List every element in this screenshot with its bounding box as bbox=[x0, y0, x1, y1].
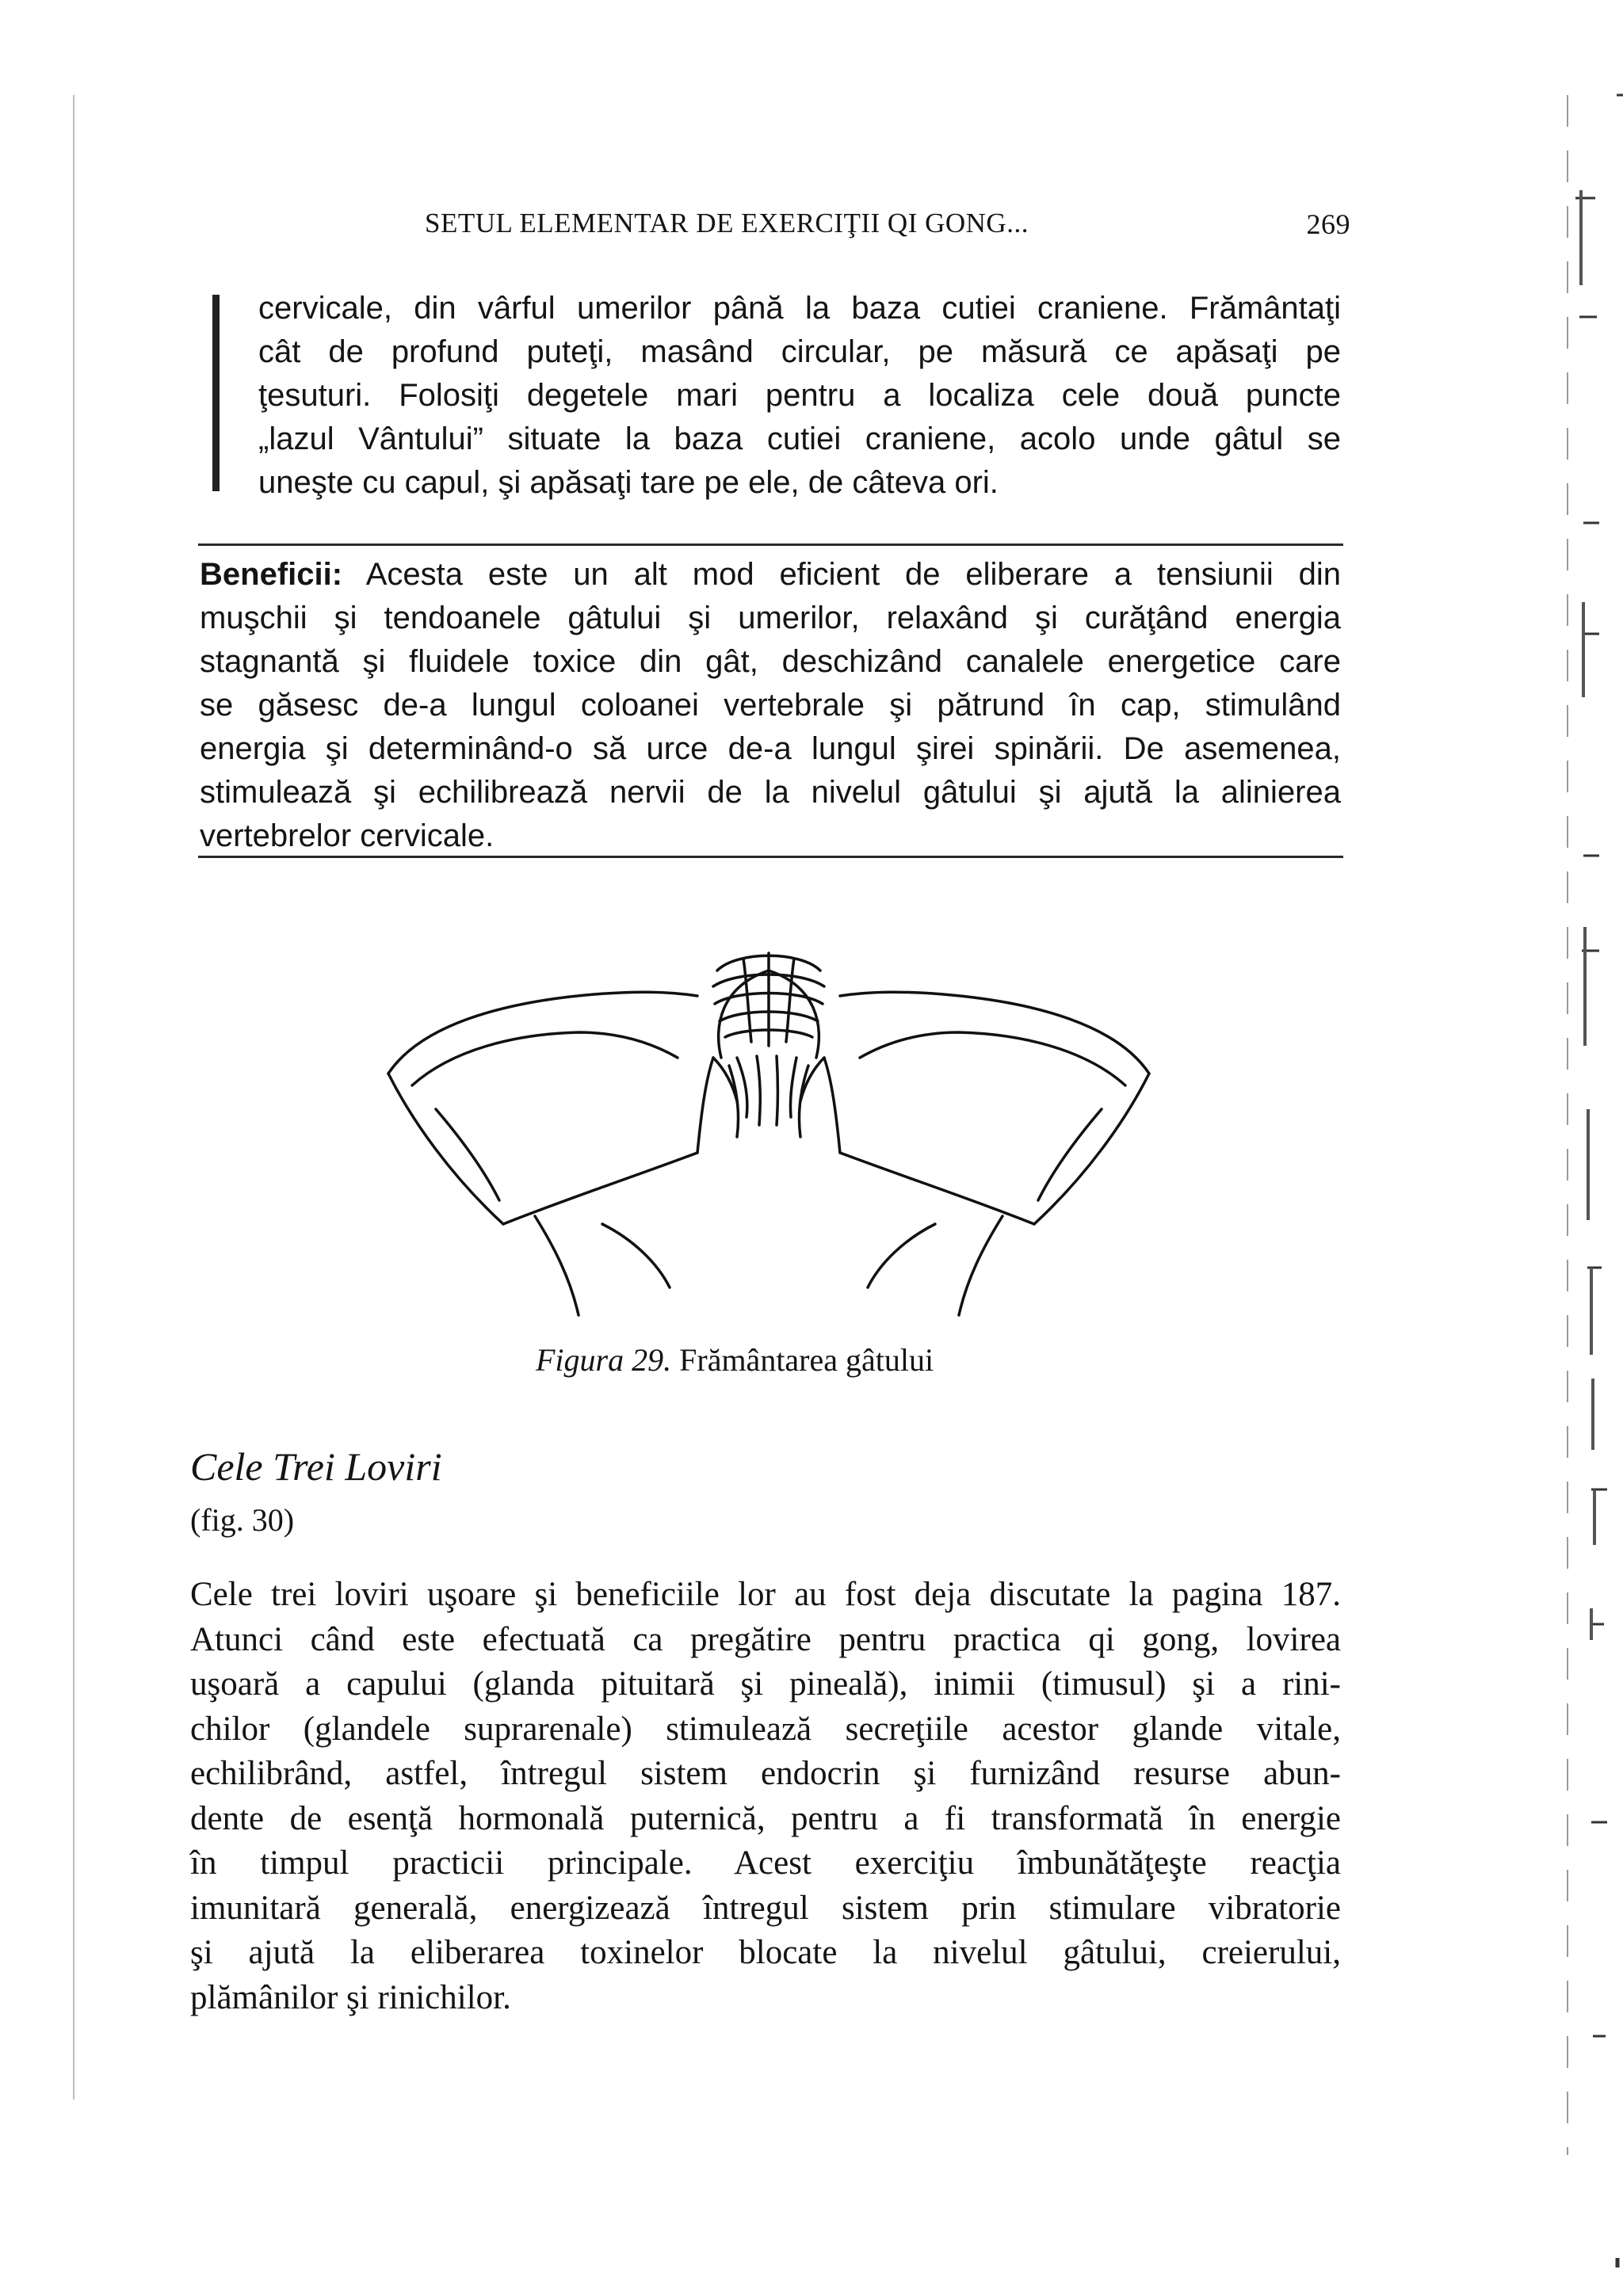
body-paragraph bbox=[190, 1573, 1341, 2020]
body-line: chilor (glandele suprarenale) stimulează secreţiile acestor glande vitale, bbox=[190, 1710, 1341, 1748]
benefits-line: vertebrelor cervicale. bbox=[200, 818, 495, 853]
body-line: şi ajută la eliberarea toxinelor blocate la nivelul gâtului, creierului, bbox=[190, 1934, 1341, 1971]
benefits-box bbox=[200, 553, 1341, 858]
benefits-top-rule bbox=[198, 543, 1343, 546]
intro-line: cât de profund puteţi, masând circular, pe măsură ce apăsaţi pe bbox=[258, 334, 1341, 369]
body-line: plămânilor şi rinichilor. bbox=[190, 1978, 511, 2016]
neck-kneading-illustration bbox=[365, 939, 1173, 1319]
body-line: echilibrând, astfel, întregul sistem endocrin şi furnizând resurse abun- bbox=[190, 1755, 1341, 1792]
benefits-line: energia şi determinând-o să urce de-a lungul şirei spinării. De asemenea, bbox=[200, 731, 1341, 766]
body-line: Atunci când este efectuată ca pregătire pentru practica qi gong, lovirea bbox=[190, 1620, 1341, 1658]
section-subtitle: (fig. 30) bbox=[190, 1502, 295, 1538]
intro-line: cervicale, din vârful umerilor până la baza cutiei craniene. Frământaţi bbox=[258, 291, 1341, 326]
benefits-bottom-rule bbox=[198, 856, 1343, 858]
running-title: SETUL ELEMENTAR DE EXERCIŢII QI GONG... bbox=[425, 208, 1029, 238]
body-line: imunitară generală, energizează întregul sistem prin stimulare vibratorie bbox=[190, 1889, 1341, 1927]
figure-title: Frământarea gâtului bbox=[679, 1342, 934, 1378]
body-line: în timpul practicii principale. Acest exerciţiu îmbunătăţeşte reacţia bbox=[190, 1844, 1341, 1882]
benefits-line: se găsesc de-a lungul coloanei vertebrale şi pătrund în cap, stimulând bbox=[200, 688, 1341, 723]
benefits-line: stagnantă şi fluidele toxice din gât, deschizând canalele energetice care bbox=[200, 644, 1341, 679]
intro-line: ţesuturi. Folosiţi degetele mari pentru a localiza cele două puncte bbox=[258, 378, 1341, 413]
scan-left-border bbox=[73, 95, 74, 2100]
body-line: dente de esenţă hormonală puternică, pentru a fi transformată în energie bbox=[190, 1799, 1341, 1837]
body-line: uşoară a capului (glanda pituitară şi pineală), inimii (timusul) şi a rini- bbox=[190, 1665, 1341, 1703]
margin-bar bbox=[212, 295, 220, 491]
figure-caption bbox=[536, 1341, 934, 1379]
benefits-line: muşchii şi tendoanele gâtului şi umerilor, relaxând şi curăţând energia bbox=[200, 601, 1341, 635]
benefits-first-line-text: Acesta este un alt mod eficient de eliberare a tensiunii din bbox=[365, 557, 1341, 592]
page-number: 269 bbox=[1306, 208, 1350, 240]
section-title: Cele Trei Loviri bbox=[190, 1444, 442, 1489]
intro-line: uneşte cu capul, şi apăsaţi tare pe ele, de câteva ori. bbox=[258, 465, 999, 500]
intro-line: „lazul Vântului” situate la baza cutiei craniene, acolo unde gâtul se bbox=[258, 421, 1341, 456]
figure-label: Figura 29. bbox=[536, 1342, 672, 1378]
benefits-first-line bbox=[200, 553, 1341, 597]
benefits-label: Beneficii: bbox=[200, 557, 343, 592]
intro-paragraph bbox=[258, 287, 1341, 505]
body-line: Cele trei loviri uşoare şi beneficiile lor au fost deja discutate la pagina 187. bbox=[190, 1576, 1341, 1613]
scan-edge-artifact bbox=[1472, 0, 1623, 2296]
running-header bbox=[425, 208, 1360, 249]
benefits-line: stimulează şi echilibrează nervii de la nivelul gâtului şi ajută la alinierea bbox=[200, 775, 1341, 810]
